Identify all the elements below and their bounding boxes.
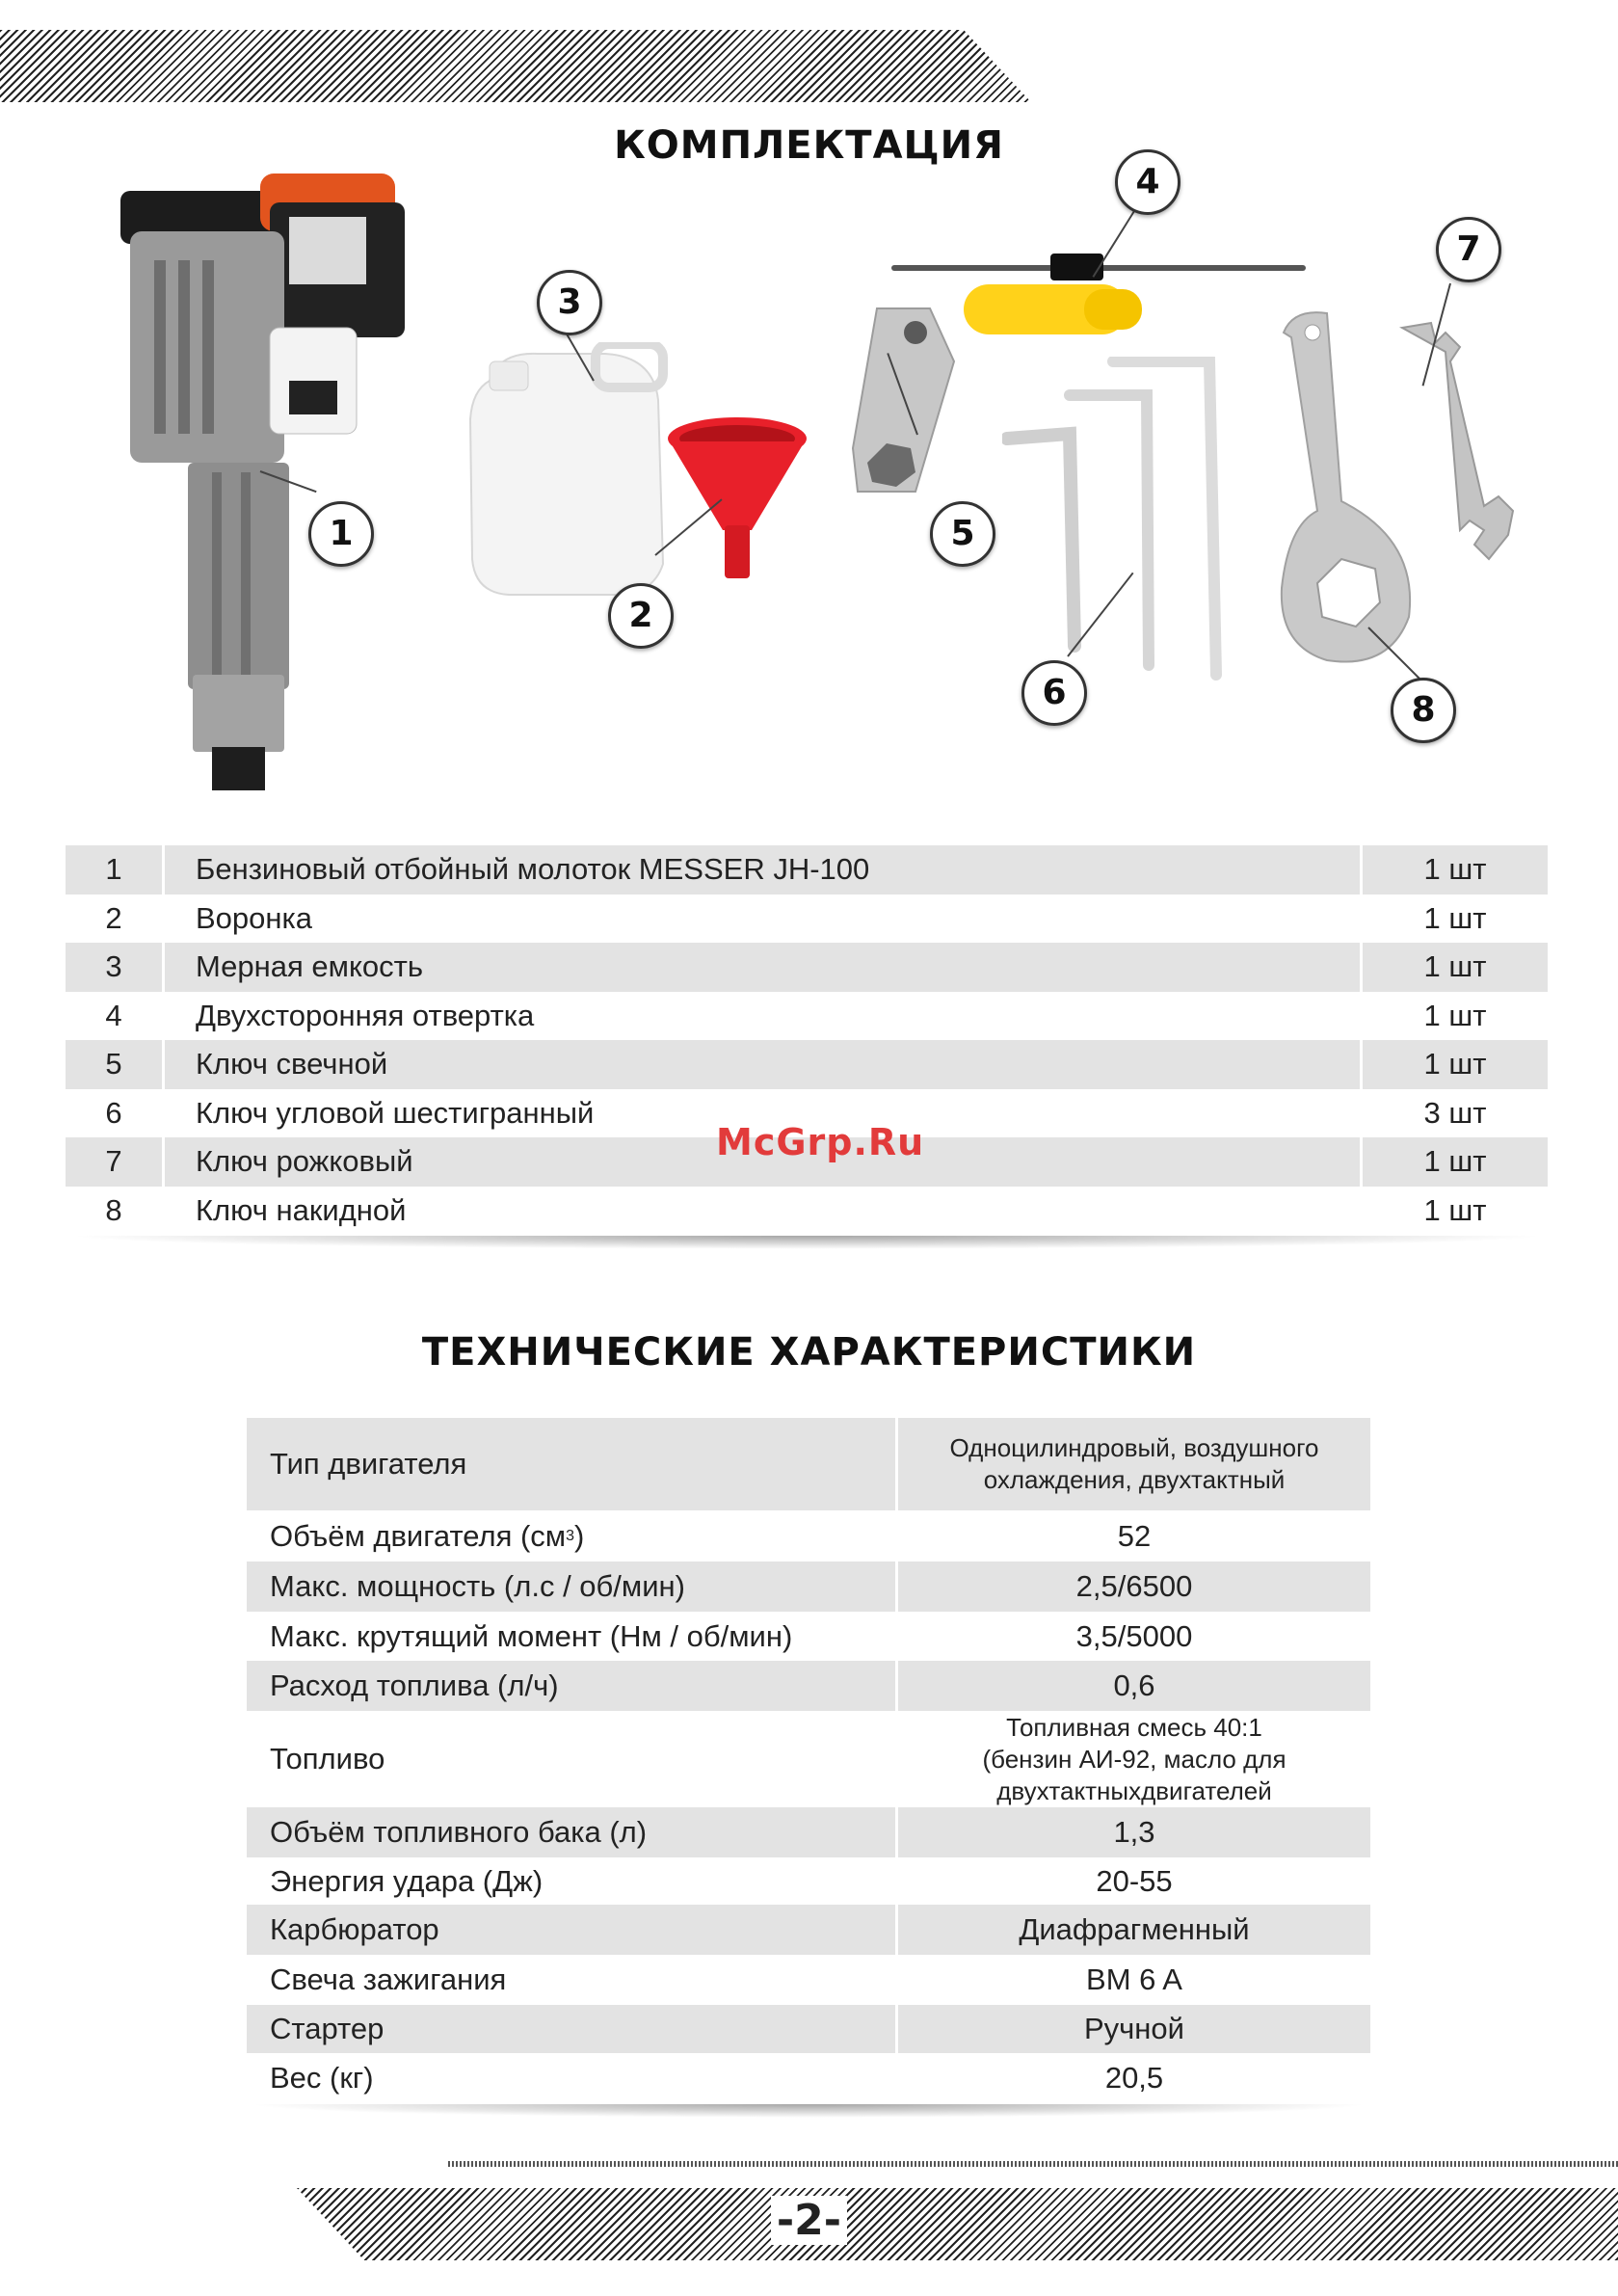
spec-value: Одноцилиндровый, воздушного охлаждения, двухтактный xyxy=(949,1433,1319,1494)
spec-param-superscript: 3 xyxy=(566,1527,575,1544)
spec-row xyxy=(247,1807,1370,1857)
hex-keys-image xyxy=(1002,357,1233,689)
spec-row xyxy=(247,2005,1370,2053)
spec-row xyxy=(247,1905,1370,1955)
spec-row xyxy=(247,1955,1370,2005)
kit-row-quantity: 1 шт xyxy=(1360,992,1548,1041)
callout-5: 5 xyxy=(930,501,995,567)
spec-param: Макс. мощность (л.с / об/мин) xyxy=(247,1562,898,1612)
kit-row-name: Ключ накидной xyxy=(196,1192,407,1227)
header-hatch-band xyxy=(0,30,1031,102)
spec-value: 2,5/6500 xyxy=(1075,1569,1193,1603)
footer-dotted-rule xyxy=(448,2161,1618,2167)
kit-table xyxy=(66,845,1548,1235)
kit-row-quantity: 3 шт xyxy=(1360,1089,1548,1138)
spec-row xyxy=(247,1612,1370,1661)
funnel-image xyxy=(665,414,809,583)
spec-param: Тип двигателя xyxy=(247,1418,898,1510)
spec-value: Ручной xyxy=(1083,2012,1184,2045)
kit-row-number: 8 xyxy=(66,1187,165,1236)
callout-6: 6 xyxy=(1021,660,1087,726)
kit-table-shadow xyxy=(66,1236,1548,1249)
spec-param: Вес (кг) xyxy=(247,2053,898,2103)
kit-row-number: 3 xyxy=(66,943,165,992)
kit-section-title: КОМПЛЕКТАЦИЯ xyxy=(614,123,1004,168)
kit-row-name: Двухсторонняя отвертка xyxy=(196,998,535,1032)
spec-param: Свеча зажигания xyxy=(247,1955,898,2005)
specs-table-shadow xyxy=(247,2104,1370,2118)
kit-row-number: 1 xyxy=(66,845,165,894)
spec-param: Расход топлива (л/ч) xyxy=(247,1661,898,1711)
kit-row-number: 7 xyxy=(66,1137,165,1187)
spec-value: Топливная смесь 40:1 (бензин АИ-92, масло для двухтактныхдвигателей xyxy=(982,1712,1286,1805)
spec-param: Стартер xyxy=(247,2005,898,2053)
spec-row xyxy=(247,1711,1370,1807)
kit-row-quantity: 1 шт xyxy=(1360,894,1548,944)
kit-row-quantity: 1 шт xyxy=(1360,845,1548,894)
spec-value: 3,5/5000 xyxy=(1075,1618,1193,1653)
callout-8: 8 xyxy=(1391,678,1456,743)
kit-row-quantity: 1 шт xyxy=(1360,1040,1548,1089)
kit-row-quantity: 1 шт xyxy=(1360,1137,1548,1187)
callout-4: 4 xyxy=(1115,149,1180,215)
kit-row-name: Ключ рожковый xyxy=(196,1144,413,1179)
spec-value: 52 xyxy=(1117,1518,1152,1553)
open-end-wrench-image xyxy=(1393,313,1527,564)
kit-row xyxy=(66,1187,1548,1236)
kit-row-quantity: 1 шт xyxy=(1360,943,1548,992)
callout-7: 7 xyxy=(1436,217,1501,282)
kit-row-name: Ключ свечной xyxy=(196,1047,388,1081)
spec-param xyxy=(247,1510,898,1562)
spec-value: Диафрагменный xyxy=(1019,1912,1250,1946)
spec-row xyxy=(247,1661,1370,1711)
spec-row xyxy=(247,2053,1370,2103)
spec-param-suffix: ) xyxy=(574,1518,585,1553)
kit-row-name: Мерная емкость xyxy=(196,949,423,984)
spec-param-text: Объём двигателя (см xyxy=(270,1518,567,1553)
kit-row xyxy=(66,845,1548,894)
kit-row-number: 6 xyxy=(66,1089,165,1138)
kit-row xyxy=(66,894,1548,944)
spec-row xyxy=(247,1857,1370,1905)
specs-section-title: ТЕХНИЧЕСКИЕ ХАРАКТЕРИСТИКИ xyxy=(421,1330,1197,1375)
page-number: -2- xyxy=(0,2196,1618,2245)
spec-param: Карбюратор xyxy=(247,1905,898,1955)
kit-row-name: Ключ угловой шестигранный xyxy=(196,1095,595,1130)
spec-value: 1,3 xyxy=(1113,1815,1155,1849)
spec-row xyxy=(247,1510,1370,1562)
kit-row-quantity: 1 шт xyxy=(1360,1187,1548,1236)
measuring-container-image xyxy=(461,342,682,602)
spec-row xyxy=(247,1418,1370,1510)
spec-value: 0,6 xyxy=(1113,1669,1155,1702)
spec-row xyxy=(247,1562,1370,1612)
spec-param: Объём топливного бака (л) xyxy=(247,1807,898,1857)
kit-row xyxy=(66,992,1548,1041)
callout-3: 3 xyxy=(537,270,602,335)
kit-row-name: Бензиновый отбойный молоток MESSER JH-100 xyxy=(196,852,870,887)
watermark: McGrp.Ru xyxy=(716,1121,925,1163)
kit-row xyxy=(66,1040,1548,1089)
kit-row-number: 5 xyxy=(66,1040,165,1089)
breaker-hammer-image xyxy=(96,174,463,800)
spec-param: Макс. крутящий момент (Нм / об/мин) xyxy=(247,1612,898,1661)
kit-row-number: 4 xyxy=(66,992,165,1041)
spec-value: 20,5 xyxy=(1104,2061,1164,2095)
kit-row-name: Воронка xyxy=(196,900,313,935)
spec-value: 20-55 xyxy=(1096,1863,1173,1898)
spec-param: Энергия удара (Дж) xyxy=(247,1857,898,1905)
kit-row xyxy=(66,943,1548,992)
callout-1: 1 xyxy=(308,501,374,567)
spec-param: Топливо xyxy=(247,1711,898,1807)
spec-value: BM 6 A xyxy=(1086,1962,1182,1996)
specs-table xyxy=(247,1418,1370,2103)
callout-2: 2 xyxy=(608,583,674,649)
kit-row-number: 2 xyxy=(66,894,165,944)
